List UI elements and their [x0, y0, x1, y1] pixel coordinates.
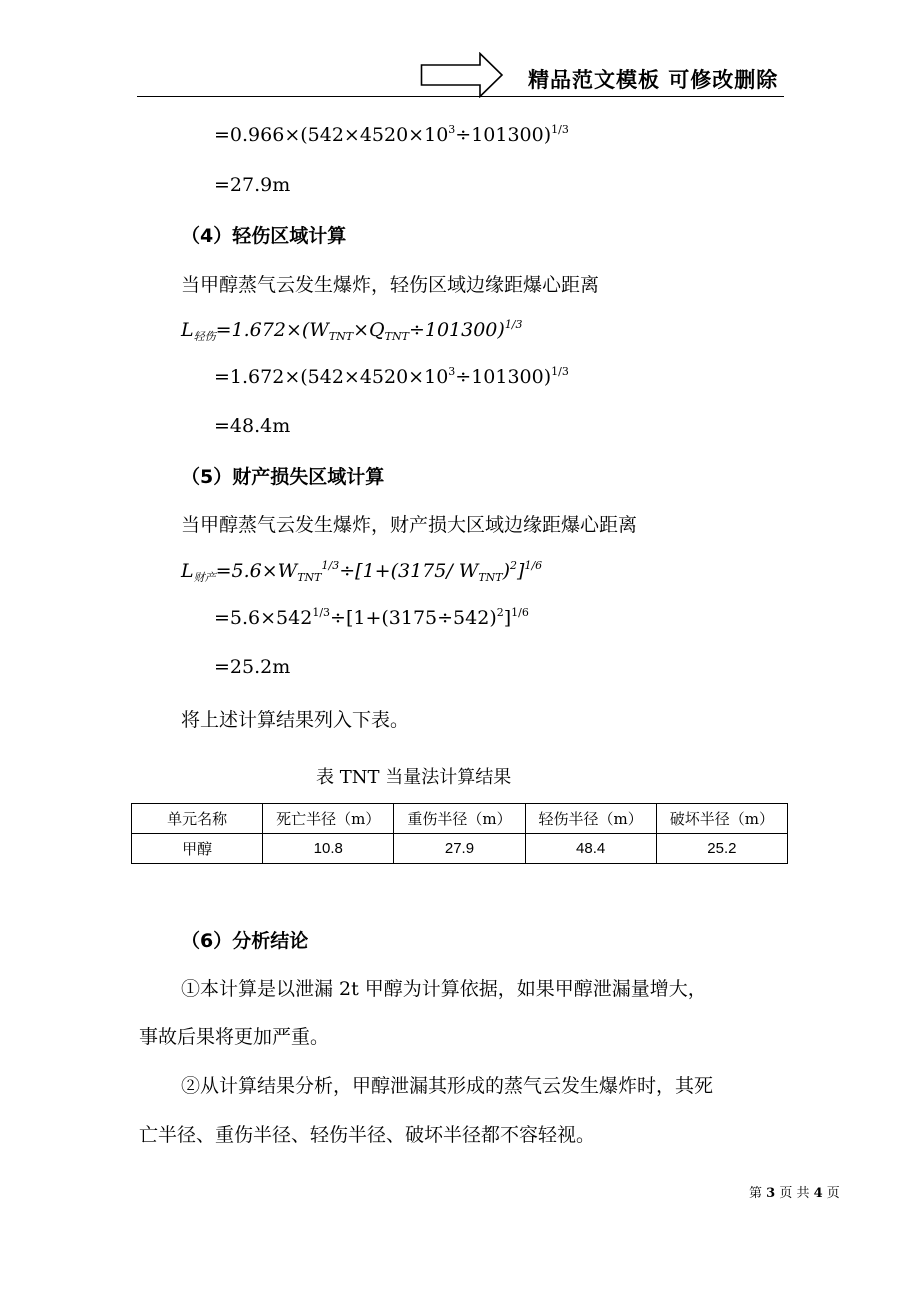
table-header-cell: 轻伤半径（m）: [525, 804, 656, 834]
section-heading-5: （5）财产损失区域计算: [181, 466, 385, 488]
formula-property-loss: $L_{财产}=5.6\times W_{TNT}^{1/3}\div[1+(3175/$ $W_{TNT})^2]^{1/6}$: [181, 559, 543, 584]
table-row: [132, 834, 788, 864]
table-header-row: [132, 804, 788, 834]
table-header-cell: 破坏半径（m）: [656, 804, 787, 834]
page-number: 第 3 页 共 4 页: [749, 1186, 840, 1201]
formula-light-injury: $L_{轻伤}=1.672\times(W_{TNT}\times Q_{TNT}\div 101300)^{1/3}$: [181, 318, 523, 343]
section-heading-6: （6）分析结论: [181, 930, 309, 952]
formula-line-3: $=5.6\times 542^{1/3}\div[1+(3175\div 542)^2]^{1/6}$: [214, 606, 529, 629]
conclusion-2-line-2: 亡半径、重伤半径、轻伤半径、破坏半径都不容轻视。: [139, 1124, 596, 1146]
formula-line-1: $=0.966\times(542\times 4520\times 10^3\div 101300)^{1/3}$: [214, 123, 569, 146]
conclusion-1-line-2: 事故后果将更加严重。: [139, 1026, 330, 1048]
table-cell: 25.2: [656, 834, 787, 864]
table-caption: 表 TNT 当量法计算结果: [316, 767, 512, 788]
header-banner: 精品范文模板 可修改删除: [528, 68, 779, 92]
table-header-cell: 死亡半径（m）: [263, 804, 394, 834]
table-cell: 27.9: [394, 834, 525, 864]
formula-line-2: $=1.672\times(542\times 4520\times 10^3\div 101300)^{1/3}$: [214, 365, 569, 388]
paragraph-4: 当甲醇蒸气云发生爆炸，轻伤区域边缘距爆心距离: [181, 274, 600, 296]
table-cell: 48.4: [525, 834, 656, 864]
result-line-2: =48.4m: [214, 415, 291, 437]
result-line-3: =25.2m: [214, 656, 291, 678]
conclusion-2-line-1: ②从计算结果分析，甲醇泄漏其形成的蒸气云发生爆炸时，其死: [181, 1075, 714, 1097]
paragraph-5: 当甲醇蒸气云发生爆炸，财产损大区域边缘距爆心距离: [181, 514, 638, 536]
table-header-cell: 单元名称: [132, 804, 263, 834]
result-line-1: =27.9m: [214, 174, 291, 196]
table-cell: 甲醇: [132, 834, 263, 864]
table-cell: 10.8: [263, 834, 394, 864]
arrow-right-icon: [420, 52, 504, 98]
paragraph-table-intro: 将上述计算结果列入下表。: [181, 709, 410, 731]
header-divider: [137, 96, 784, 97]
results-table: [131, 803, 788, 864]
section-heading-4: （4）轻伤区域计算: [181, 225, 347, 247]
table-header-cell: 重伤半径（m）: [394, 804, 525, 834]
conclusion-1-line-1: ①本计算是以泄漏 2t 甲醇为计算依据，如果甲醇泄漏量增大，: [181, 978, 707, 1000]
